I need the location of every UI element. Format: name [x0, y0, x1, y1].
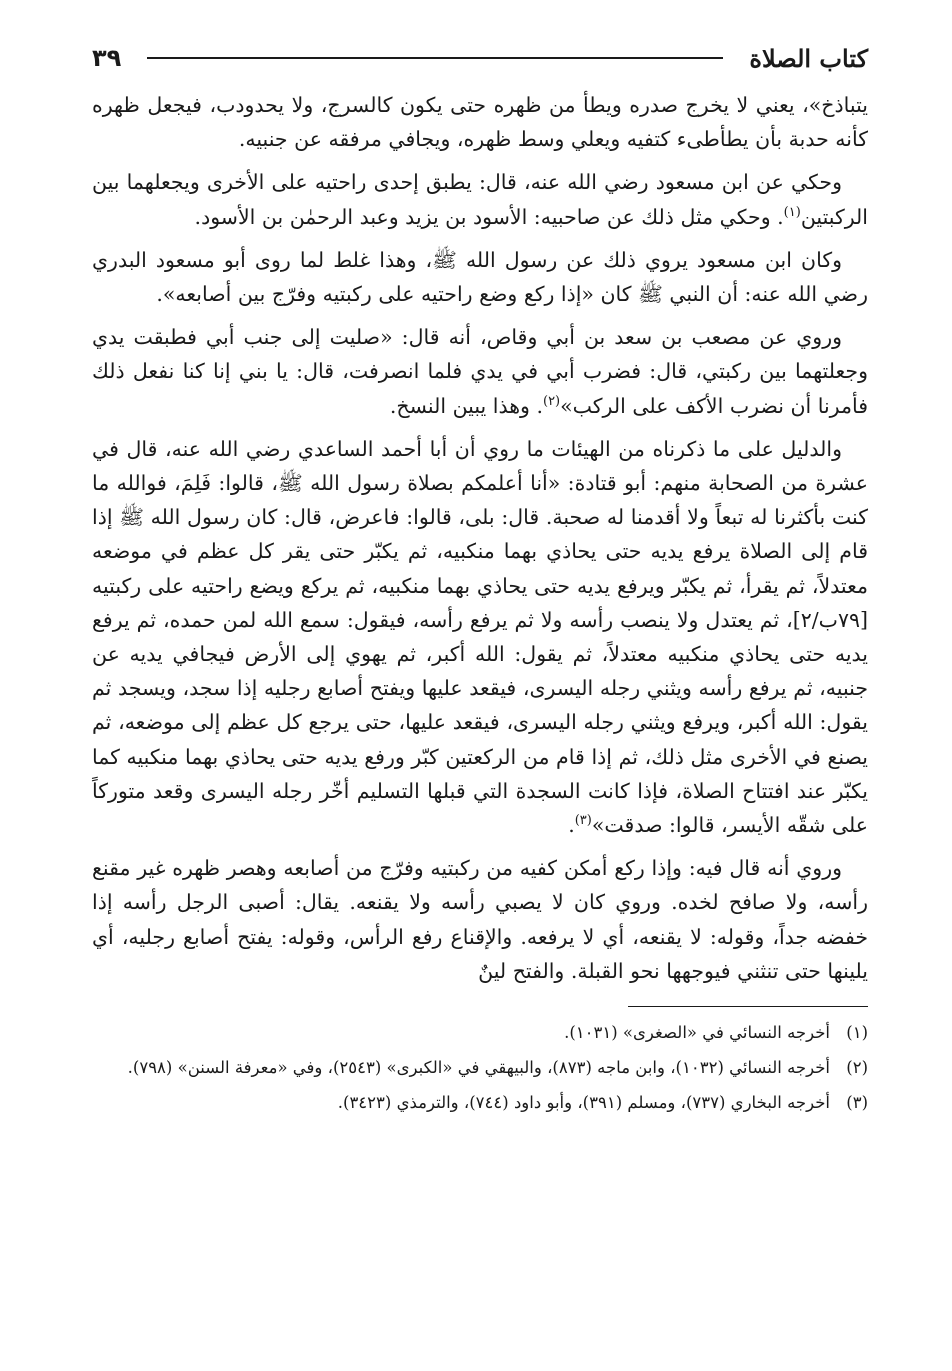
footnote: [92, 1054, 868, 1081]
footnote-text: أخرجه النسائي في «الصغرى» (١٠٣١).: [564, 1023, 830, 1043]
footnote: [92, 1089, 868, 1116]
paragraph: والدليل على ما ذكرناه من الهيئات ما روي أن أبا أحمد الساعدي رضي الله عنه، قال في عشرة من الصحابة منهم: أبو قتادة: «أنا أعلمكم بصلاة رسول الله ﷺ، قالوا: فَلِمَ، فوالله ما كنت بأكثرنا له تبعاً ولا أقدمنا له صحبة. قال: بلى، قالوا: فاعرض، قال: كان رسول الله ﷺ إذا قام إلى الصلاة يرفع يديه حتى يحاذي بهما منكبيه، ثم يكبّر حتى يقر كل عظم في موضعه معتدلاً، ثم يقرأ، ثم يكبّر ويرفع يديه حتى يحاذي بهما منكبيه، ثم يركع ويضع راحتيه على ركبتيه [٧٩ب/٢]، ثم يعتدل ولا ينصب رأسه ولا ثم يرفع رأسه، فيقول: سمع الله لمن حمده، ثم يرفع يديه حتى يحاذي منكبيه معتدلاً، ثم يقول: الله أكبر، ثم يهوي إلى الأرض فيجافي يديه عن جنبيه، ثم يرفع رأسه ويثني رجله اليسرى، فيقعد عليها ويفتح أصابع رجليه إذا سجد، ويسجد ثم يقول: الله أكبر، ويرفع ويثني رجله اليسرى، فيقعد عليها، حتى يرجع كل عظم إلى موضعه، ثم يصنع في الأخرى مثل ذلك، ثم إذا قام من الركعتين كبّر ورفع يديه حتى يحاذي بهما منكبيه كما يكبّر عند افتتاح الصلاة، فإذا كانت السجدة التي قبلها التسليم أخّر رجله اليسرى وقعد متوركاً على شقّه الأيسر، قالوا: صدقت»$^{(٣)}$.: [92, 436, 868, 838]
footnote-ref: (٢): [542, 393, 561, 409]
page-number: ٣٩: [92, 44, 122, 72]
book-page: [92, 38, 868, 1124]
main-text: [92, 88, 868, 988]
paragraph: وروي أنه قال فيه: وإذا ركع أمكن كفيه من ركبتيه وفرّج من أصابعه وهصر ظهره غير مقنع رأسه، ولا صافح لخده. وروي كان لا يصبي رأسه ولا يقنعه. يقال: أصبى الرجل رأسه إذا خفضه جداً، وقوله: لا يقنعه، أي لا يرفعه. والإقناع رفع الرأس، وقوله: يفتح أصابع رجليه، أي يلينها حتى تنثني فيوجهها نحو القبلة. والفتح لينٌ: [92, 856, 868, 983]
paragraph: وحكي عن ابن مسعود رضي الله عنه، قال: يطبق إحدى راحتيه على الأخرى ويجعلهما بين الركبتين$^{(١)}$. وحكي مثل ذلك عن صاحبيه: الأسود بن يزيد وعبد الرحمٰن بن الأسود.: [92, 170, 868, 229]
paragraph: يتباذخ»، يعني لا يخرج صدره ويطأ من ظهره حتى يكون كالسرج، ولا يحدودب، فيجعل ظهره كأنه حدبة بأن يطأطىء كتفيه ويعلي وسط ظهره، ويجافي مرفقه عن جنبيه.: [92, 93, 868, 152]
footnote-text: أخرجه النسائي (١٠٣٢)، وابن ماجه (٨٧٣)، والبيهقي في «الكبرى» (٢٥٤٣)، وفي «معرفة السنن» (٧٩٨).: [127, 1058, 830, 1078]
footnotes: [92, 1019, 868, 1116]
footnote-ref: (١): [783, 204, 801, 220]
footnote: [92, 1019, 868, 1046]
paragraph: وروي عن مصعب بن سعد بن أبي وقاص، أنه قال: «صليت إلى جنب أبي فطبقت يدي وجعلتهما بين ركبتي، قال: فضرب أبي في يدي فلما انصرفت، قال: يا بني إنا كنا نفعل ذلك فأمرنا أن نضرب الأكف على الركب»$^{(٢)}$. وهذا يبين النسخ.: [92, 325, 868, 418]
footnote-ref: (٣): [574, 813, 592, 829]
footnote-number: (٢): [846, 1058, 868, 1078]
running-header: [92, 38, 868, 78]
footnote-separator: [628, 1006, 868, 1007]
chapter-title: كتاب الصلاة: [749, 43, 868, 73]
header-rule: [147, 57, 723, 59]
footnote-text: أخرجه البخاري (٧٣٧)، ومسلم (٣٩١)، وأبو داود (٧٤٤)، والترمذي (٣٤٢٣).: [337, 1093, 830, 1113]
footnote-number: (٣): [846, 1093, 868, 1113]
footnote-number: (١): [846, 1023, 868, 1043]
paragraph: وكان ابن مسعود يروي ذلك عن رسول الله ﷺ، وهذا غلط لما روى أبو مسعود البدري رضي الله عنه: أن النبي ﷺ كان «إذا ركع وضع راحتيه على ركبتيه وفرّج بين أصابعه».: [92, 247, 868, 307]
